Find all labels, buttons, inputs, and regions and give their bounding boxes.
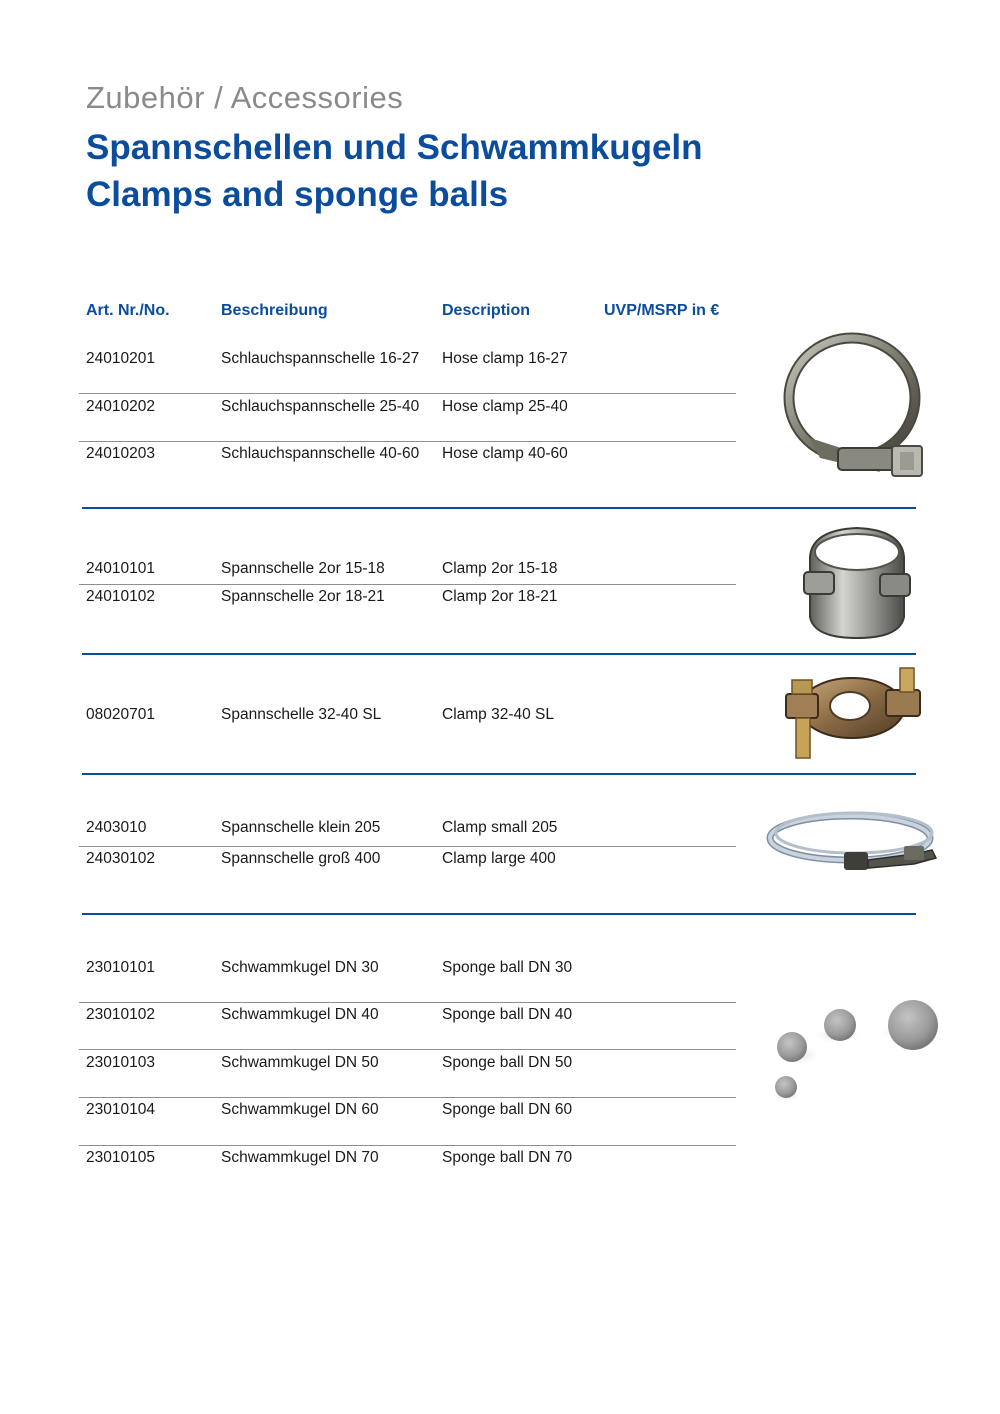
table-cell-beschreibung: Schlauchspannschelle 16-27: [221, 350, 420, 367]
table-cell-beschreibung: Spannschelle groß 400: [221, 850, 381, 867]
section-divider: [82, 653, 916, 655]
table-cell-beschreibung: Schwammkugel DN 60: [221, 1101, 379, 1118]
table-cell-beschreibung: Schlauchspannschelle 25-40: [221, 398, 420, 415]
table-cell-article-no: 24010202: [86, 398, 155, 415]
table-cell-description: Sponge ball DN 70: [442, 1149, 573, 1166]
row-divider: [79, 1145, 736, 1146]
column-header-description: Description: [442, 302, 531, 319]
table-cell-beschreibung: Spannschelle klein 205: [221, 819, 381, 836]
table-cell-description: Sponge ball DN 50: [442, 1054, 573, 1071]
table-cell-description: Clamp 32-40 SL: [442, 706, 555, 723]
column-header-beschreibung: Beschreibung: [221, 302, 328, 319]
table-cell-article-no: 24010102: [86, 588, 155, 605]
table-cell-article-no: 24010101: [86, 560, 155, 577]
bolt-clamp-image: [782, 666, 922, 762]
table-cell-article-no: 23010103: [86, 1054, 155, 1071]
column-header-price: UVP/MSRP in €: [604, 302, 720, 319]
table-cell-article-no: 23010101: [86, 959, 155, 976]
band-clamp-image: [764, 802, 946, 882]
table-cell-description: Sponge ball DN 40: [442, 1006, 573, 1023]
page-title-en: Clamps and sponge balls: [86, 175, 509, 214]
page-title-de: Spannschellen und Schwammkugeln: [86, 128, 703, 167]
hose-clamp-image: [780, 330, 930, 485]
column-header-article-no: Art. Nr./No.: [86, 302, 170, 319]
table-cell-description: Hose clamp 40-60: [442, 445, 568, 462]
table-cell-beschreibung: Schwammkugel DN 40: [221, 1006, 379, 1023]
two-ear-clamp-image: [802, 522, 912, 642]
table-cell-article-no: 24030102: [86, 850, 155, 867]
table-cell-beschreibung: Spannschelle 32-40 SL: [221, 706, 382, 723]
row-divider: [79, 1049, 736, 1050]
table-cell-description: Hose clamp 25-40: [442, 398, 568, 415]
table-cell-description: Clamp small 205: [442, 819, 558, 836]
table-cell-article-no: 2403010: [86, 819, 147, 836]
table-cell-description: Clamp 2or 15-18: [442, 560, 558, 577]
row-divider: [79, 1097, 736, 1098]
table-cell-beschreibung: Schlauchspannschelle 40-60: [221, 445, 420, 462]
table-cell-article-no: 23010105: [86, 1149, 155, 1166]
table-cell-description: Hose clamp 16-27: [442, 350, 568, 367]
row-divider: [79, 1002, 736, 1003]
row-divider: [79, 441, 736, 442]
row-divider: [79, 584, 736, 585]
section-divider: [82, 913, 916, 915]
table-cell-description: Clamp large 400: [442, 850, 556, 867]
table-cell-description: Sponge ball DN 60: [442, 1101, 573, 1118]
table-cell-article-no: 24010203: [86, 445, 155, 462]
table-cell-article-no: 08020701: [86, 706, 155, 723]
table-cell-beschreibung: Schwammkugel DN 30: [221, 959, 379, 976]
table-cell-description: Clamp 2or 18-21: [442, 588, 558, 605]
table-cell-article-no: 24010201: [86, 350, 155, 367]
table-cell-beschreibung: Spannschelle 2or 15-18: [221, 560, 385, 577]
section-divider: [82, 773, 916, 775]
row-divider: [79, 846, 736, 847]
page-kicker: Zubehör / Accessories: [86, 80, 404, 115]
table-cell-beschreibung: Schwammkugel DN 70: [221, 1149, 379, 1166]
row-divider: [79, 393, 736, 394]
table-cell-article-no: 23010102: [86, 1006, 155, 1023]
sponge-balls-image: [768, 995, 946, 1110]
table-cell-description: Sponge ball DN 30: [442, 959, 573, 976]
table-cell-beschreibung: Schwammkugel DN 50: [221, 1054, 379, 1071]
section-divider: [82, 507, 916, 509]
table-cell-article-no: 23010104: [86, 1101, 155, 1118]
table-cell-beschreibung: Spannschelle 2or 18-21: [221, 588, 385, 605]
